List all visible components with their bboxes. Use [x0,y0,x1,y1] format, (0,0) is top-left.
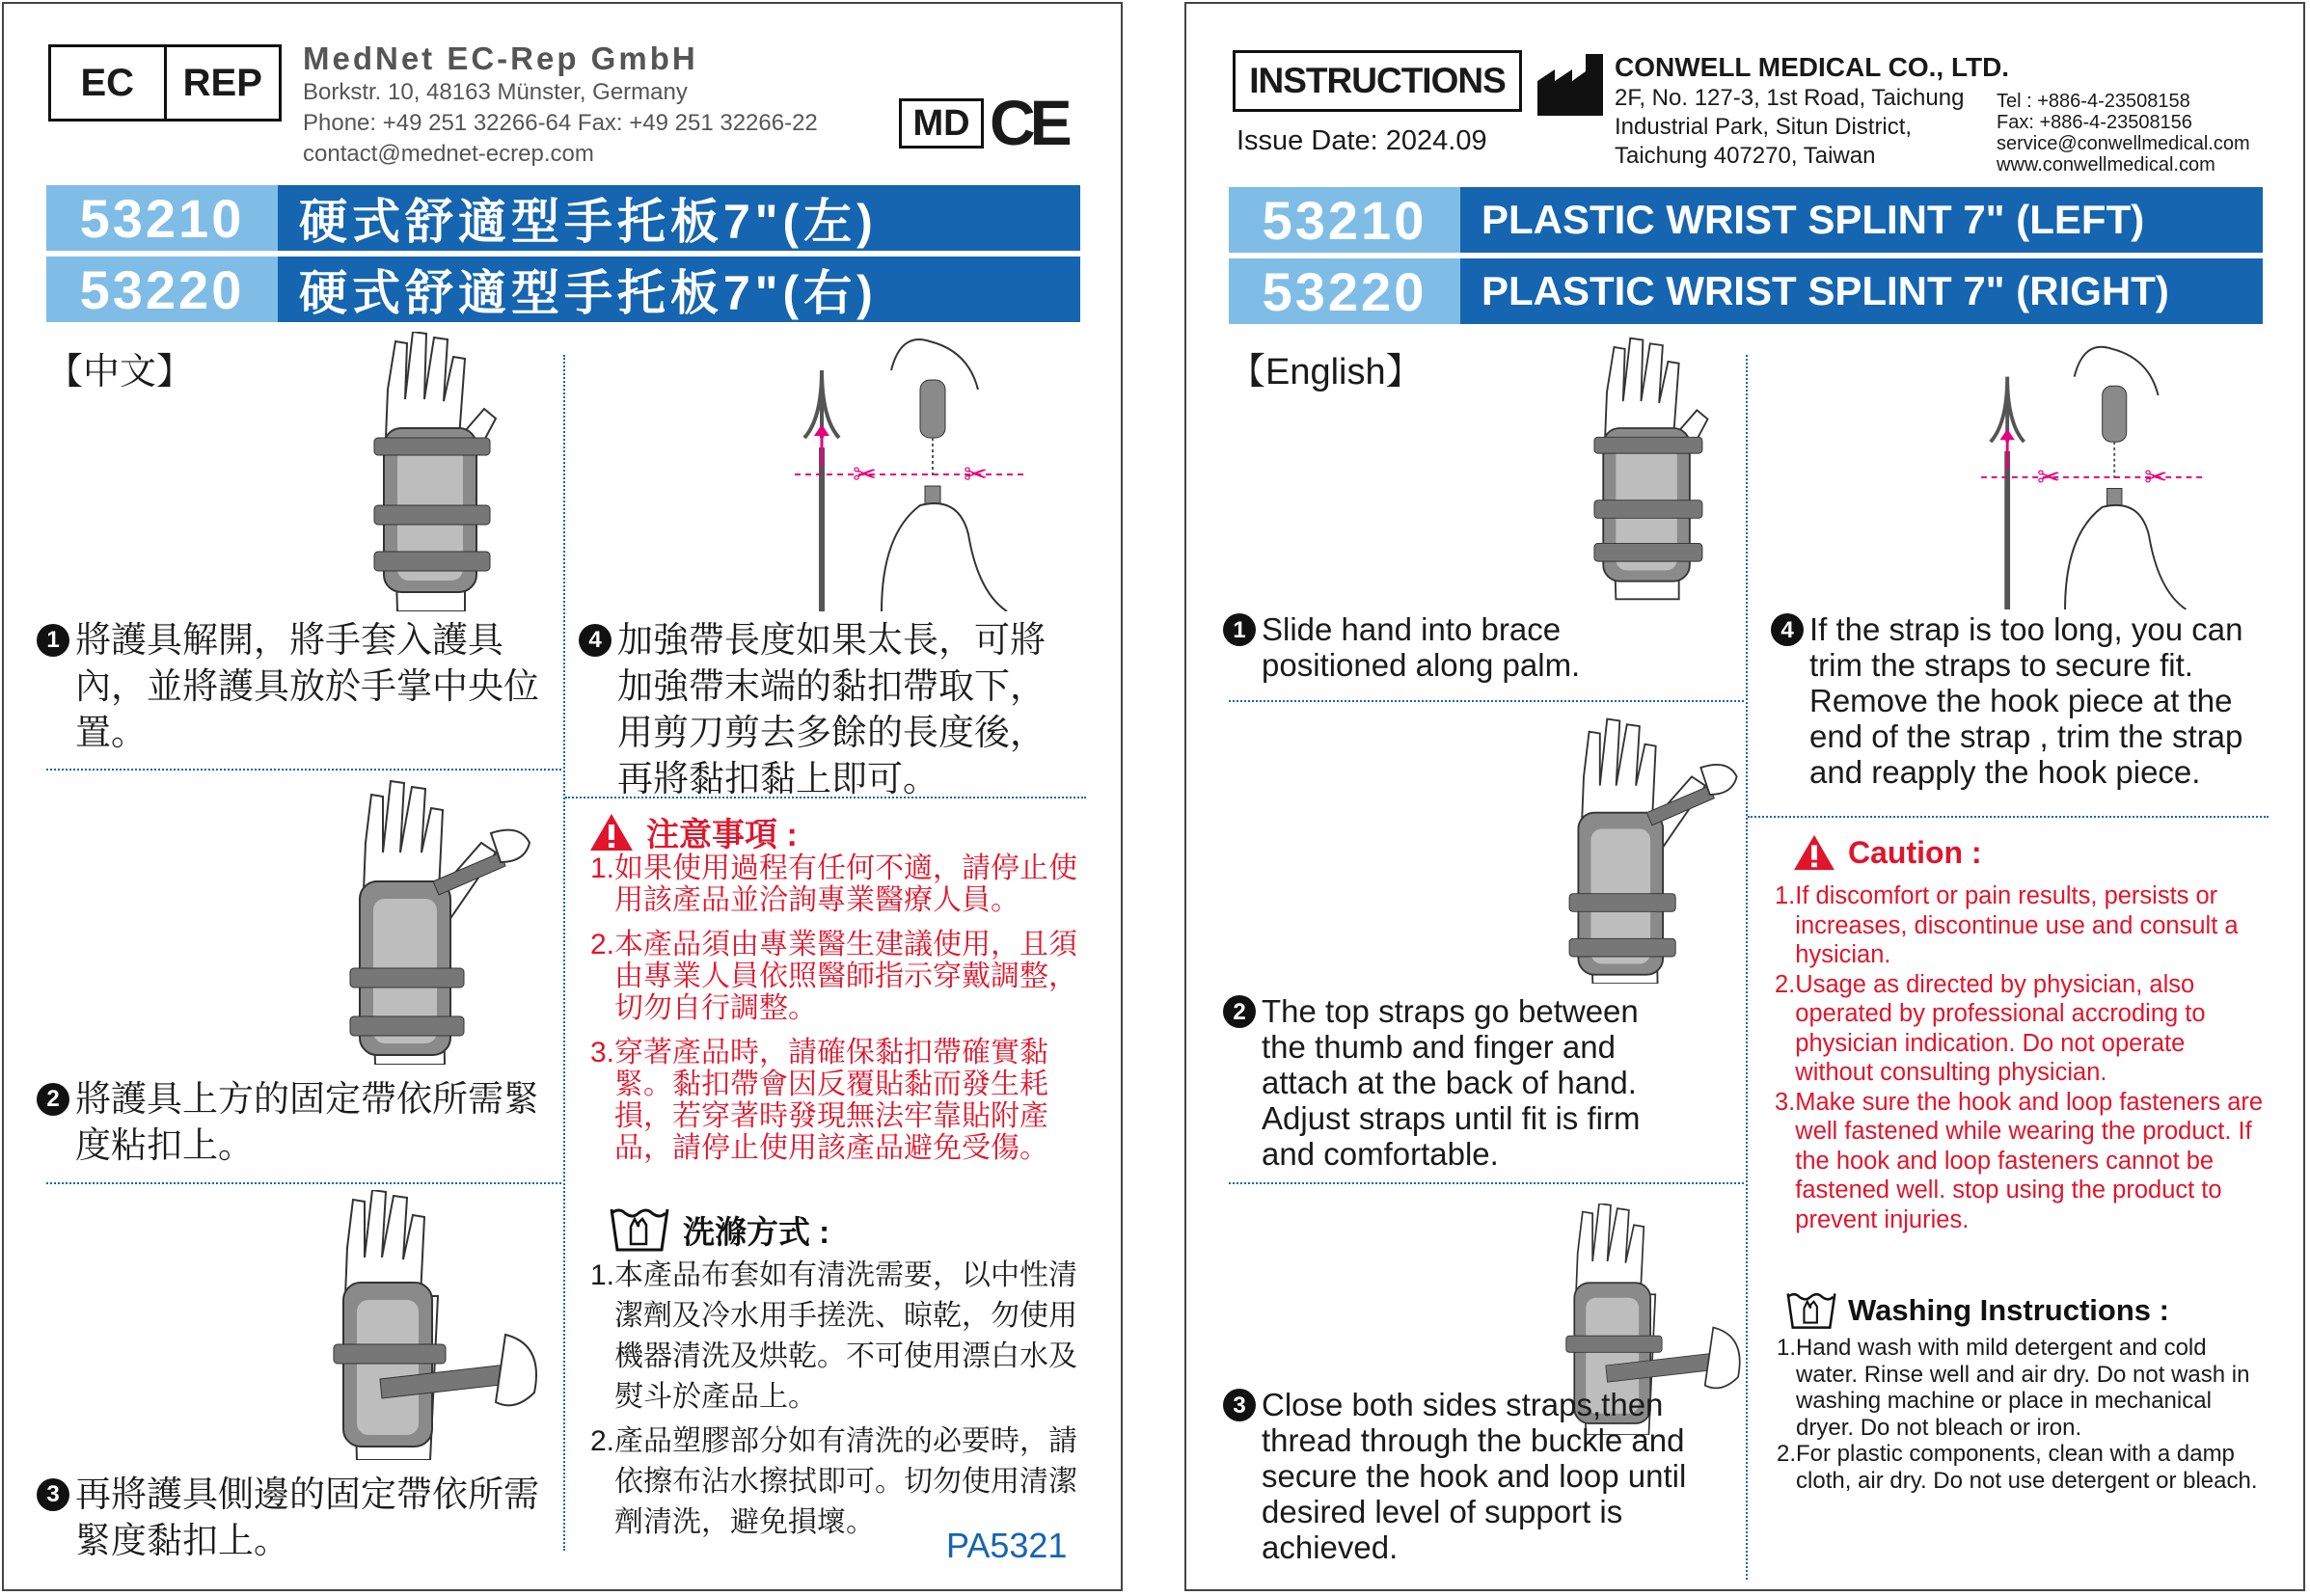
washing-list [1777,1335,2267,1494]
product-name: 硬式舒適型手托板7"(右) [278,257,1080,322]
caution-text: 穿著產品時，請確保黏扣帶確實黏緊。黏扣帶會因反覆貼黏而發生耗損，若穿著時發現無法牢靠貼附產品，請停止使用該產品避免受傷。 [614,1037,1049,1164]
caution-title: 注意事項 : [646,817,798,853]
step-text: Slide hand into brace positioned along palm. [1262,611,1581,683]
company-address-line-3: Taichung 407270, Taiwan [1615,143,1876,169]
step-4-illustration [795,332,1026,611]
step-divider [1748,816,2269,818]
email: service@conwellmedical.com [1997,133,2250,154]
ec-rep-symbol [48,44,282,122]
product-name: PLASTIC WRIST SPLINT 7" (RIGHT) [1460,258,2263,324]
instructions-label: INSTRUCTIONS [1233,50,1522,112]
step-divider [1229,1182,1744,1184]
rep-label: REP [164,47,280,119]
step-text: 加強帶長度如果太長，可將加強帶末端的黏扣帶取下，用剪刀剪去多餘的長度後，再將黏扣黏上即可。 [617,620,1046,798]
caution-heading [1792,833,1982,872]
step-number: 4 [1771,613,1804,646]
english-instruction-panel [1184,2,2305,1591]
part-number: PA5321 [946,1526,1068,1565]
step-text: 再將護具側邊的固定帶依所需緊度黏扣上。 [75,1474,539,1560]
step-1 [37,617,550,756]
product-name: PLASTIC WRIST SPLINT 7" (LEFT) [1460,187,2263,253]
ec-rep-name: MedNet EC-Rep GmbH [303,41,698,76]
washing-text: 產品塑膠部分如有清洗的必要時，請依擦布沾水擦拭即可。切勿使用清潔劑清洗，避免損壞。 [614,1425,1078,1538]
step-2-illustration [337,775,539,1065]
step-number: 1 [1223,613,1256,646]
caution-item: 2. Usage as directed by physician, also operated by professional accroding to physician indication. Do not operate without consulting physician. [1775,970,2267,1088]
title-bar-left-model [1229,187,2263,253]
title-bar-left-model [46,185,1080,251]
caution-text: 如果使用過程有任何不適，請停止使用該產品並洽詢專業醫療人員。 [614,852,1078,916]
issue-date: Issue Date: 2024.09 [1237,125,1487,156]
website: www.conwellmedical.com [1997,154,2215,176]
washing-title: Washing Instructions : [1848,1293,2169,1327]
step-3 [1223,1387,1715,1565]
washing-item: 1. 本產品布套如有清洗需要，以中性清潔劑及冷水用手搓洗、晾乾，勿使用機器清洗及烘乾。不可使用漂白水及熨斗於產品上。 [590,1256,1092,1418]
caution-title: Caution : [1848,834,1982,870]
step-number: 2 [37,1083,69,1116]
fax: Fax: +886-4-23508156 [1997,112,2192,133]
washing-text: 本產品布套如有清洗需要，以中性清潔劑及冷水用手搓洗、晾乾，勿使用機器清洗及烘乾。不可使用漂白水及熨斗於產品上。 [614,1259,1078,1413]
washing-list [590,1256,1092,1543]
md-symbol: MD [899,98,984,149]
step-4 [1771,611,2272,790]
svg-text:✂: ✂ [2037,462,2061,494]
step-text: 將護具上方的固定帶依所需緊度粘扣上。 [75,1079,539,1165]
caution-list [1775,881,2267,1234]
step-number: 3 [37,1478,69,1511]
ec-label: EC [80,61,135,104]
model-code: 53220 [46,257,278,322]
step-number: 4 [579,624,611,657]
company-address-line-2: Industrial Park, Situn District, [1615,114,1913,140]
washing-item: 1. Hand wash with mild detergent and cold water. Rinse well and air dry. Do not wash in washing machine or place in mechanical dryer. Do not bleach or iron. [1777,1335,2267,1441]
caution-text: Make sure the hook and loop fasteners are well fastened while wearing the product. If the hook and loop fasteners cannot be fastened well. stop using the product to prevent injuries. [1795,1088,2264,1233]
hand-wash-icon [610,1205,669,1254]
caution-list [590,852,1088,1164]
caution-item: 1. 如果使用過程有任何不適，請停止使用該產品並洽詢專業醫療人員。 [590,852,1088,916]
language-label: 【English】 [1229,352,1423,392]
step-2 [37,1076,550,1169]
caution-item: 3. Make sure the hook and loop fasteners are well fastened while wearing the product. If the hook and loop fasteners cannot be fastened well. stop using the product to prevent injuries. [1775,1088,2267,1235]
step-4-illustration [1977,339,2209,609]
step-2-illustration [1555,714,1748,984]
step-divider [46,1182,561,1184]
caution-item: 3. 穿著產品時，請確保黏扣帶確實黏緊。黏扣帶會因反覆貼黏而發生耗損，若穿著時發現無法牢靠貼附產品，請停止使用該產品避免受傷。 [590,1037,1088,1164]
step-1 [1223,611,1638,683]
washing-text: For plastic components, clean with a damp cloth, air dry. Do not use detergent or bleach. [1796,1441,2258,1494]
title-bar-right-model [46,257,1080,322]
step-1-illustration [1580,334,1715,604]
company-address-line-1: 2F, No. 127-3, 1st Road, Taichung [1615,85,1965,111]
ec-rep-address: Borkstr. 10, 48163 Münster, Germany [303,79,688,105]
warning-triangle-icon [1792,833,1836,872]
step-divider [1229,700,1744,702]
title-bar-right-model [1229,258,2263,324]
step-text: 將護具解開，將手套入護具內，並將護具放於手掌中央位置。 [75,620,539,752]
manufacturer-icon [1535,52,1607,118]
step-3-illustration [322,1190,544,1460]
ec-rep-email: contact@mednet-ecrep.com [303,141,594,167]
model-code: 53210 [46,185,278,251]
step-text: The top straps go between the thumb and finger and attach at the back of hand. Adjust straps until fit is firm and comfortable. [1262,993,1641,1172]
step-4 [579,617,1080,802]
svg-text:✂: ✂ [2144,462,2168,494]
washing-text: Hand wash with mild detergent and cold water. Rinse well and air dry. Do not wash in washing machine or place in mechanical dryer. Do not bleach or iron. [1796,1335,2250,1441]
caution-text: If discomfort or pain results, persists or increases, discontinue use and consult a hysician. [1795,882,2239,968]
step-2 [1223,993,1667,1172]
column-divider [563,355,565,1551]
caution-item: 2. 本產品須由專業醫生建議使用，且須由專業人員依照醫師指示穿戴調整，切勿自行調整。 [590,929,1088,1024]
washing-heading [1786,1290,2169,1331]
step-number: 1 [37,624,69,657]
warning-triangle-icon [588,812,635,852]
ec-rep-phone: Phone: +49 251 32266-64 Fax: +49 251 32266-22 [303,110,818,136]
svg-text:✂: ✂ [964,459,989,491]
svg-text:✂: ✂ [853,459,878,491]
step-3 [37,1472,550,1564]
language-label: 【中文】 [46,352,194,392]
hand-wash-icon [1786,1290,1836,1331]
product-name: 硬式舒適型手托板7"(左) [278,185,1080,251]
telephone: Tel : +886-4-23508158 [1997,91,2190,112]
washing-item: 2. For plastic components, clean with a damp cloth, air dry. Do not use detergent or bleach. [1777,1441,2267,1494]
step-divider [46,769,561,771]
step-1-illustration [359,332,503,611]
ce-mark-icon: CE [990,87,1067,158]
model-code: 53220 [1229,258,1460,324]
caution-item: 1. If discomfort or pain results, persists or increases, discontinue use and consult a hysician. [1775,881,2267,970]
washing-heading [610,1205,829,1254]
step-text: If the strap is too long, you can trim the straps to secure fit. Remove the hook piece at the end of the strap , trim the strap and reapply the hook piece. [1809,611,2243,790]
chinese-instruction-panel [2,2,1123,1591]
caution-heading [588,808,798,855]
step-text: Close both sides straps,then thread through the buckle and secure the hook and loop until desired level of support is achieved. [1262,1387,1687,1565]
washing-item: 2. 產品塑膠部分如有清洗的必要時，請依擦布沾水擦拭即可。切勿使用清潔劑清洗，避免損壞。 [590,1421,1092,1543]
caution-text: Usage as directed by physician, also operated by professional accroding to physician indication. Do not operate without consulting physician. [1795,970,2206,1086]
model-code: 53210 [1229,187,1460,253]
caution-text: 本產品須由專業醫生建議使用，且須由專業人員依照醫師指示穿戴調整，切勿自行調整。 [614,929,1078,1024]
washing-title: 洗滌方式 : [683,1213,830,1250]
company-name: CONWELL MEDICAL CO., LTD. [1615,52,2010,82]
step-number: 2 [1223,995,1256,1028]
step-number: 3 [1223,1389,1256,1421]
